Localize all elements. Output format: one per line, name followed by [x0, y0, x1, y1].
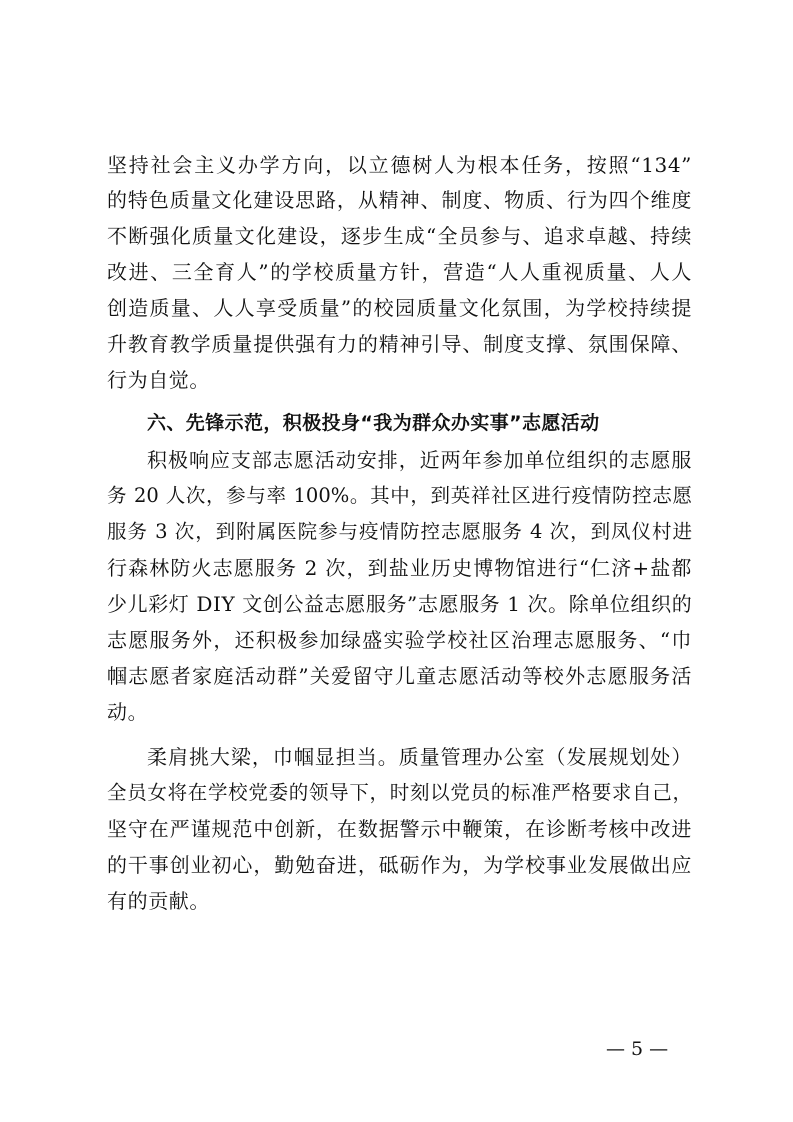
paragraph-line: 升教育教学质量提供强有力的精神引导、制度支撑、氛围保障、 [107, 332, 692, 356]
paragraph-line: 积极响应支部志愿活动安排，近两年参加单位组织的志愿服 [147, 448, 692, 472]
section-heading: 六、先锋示范，积极投身“我为群众办实事”志愿活动 [147, 412, 600, 434]
paragraph-line: 志愿服务外，还积极参加绿盛实验学校社区治理志愿服务、“巾 [107, 628, 692, 652]
paragraph-line: 动。 [107, 700, 149, 724]
paragraph-line: 的干事创业初心，勤勉奋进，砥砺作为，为学校事业发展做出应 [107, 853, 692, 877]
paragraph-line: 的特色质量文化建设思路，从精神、制度、物质、行为四个维度 [107, 188, 692, 212]
paragraph-line: 坚持社会主义办学方向，以立德树人为根本任务，按照“134” [107, 153, 692, 177]
paragraph-line: 少儿彩灯 DIY 文创公益志愿服务”志愿服务 1 次。除单位组织的 [107, 592, 693, 616]
page-number: — 5 — [606, 1038, 669, 1060]
paragraph-line: 不断强化质量文化建设，逐步生成“全员参与、追求卓越、持续 [107, 224, 692, 248]
paragraph-line: 行森林防火志愿服务 2 次，到盐业历史博物馆进行“仁济+盐都 [107, 556, 692, 580]
paragraph-line: 有的贡献。 [107, 889, 210, 913]
paragraph-line: 柔肩挑大梁，巾帼显担当。质量管理办公室（发展规划处） [147, 745, 692, 769]
paragraph-line: 务 20 人次，参与率 100%。其中，到英祥社区进行疫情防控志愿 [107, 484, 692, 507]
paragraph-line: 行为自觉。 [107, 368, 210, 392]
paragraph-line: 坚守在严谨规范中创新，在数据警示中鞭策，在诊断考核中改进 [107, 817, 692, 841]
paragraph-line: 服务 3 次，到附属医院参与疫情防控志愿服务 4 次，到凤仪村进 [107, 520, 692, 543]
paragraph-line: 改进、三全育人”的学校质量方针，营造“人人重视质量、人人 [107, 260, 692, 284]
paragraph-line: 帼志愿者家庭活动群”关爱留守儿童志愿活动等校外志愿服务活 [107, 664, 692, 688]
paragraph-line: 创造质量、人人享受质量”的校园质量文化氛围，为学校持续提 [107, 296, 692, 320]
paragraph-line: 全员女将在学校党委的领导下，时刻以党员的标准严格要求自己， [107, 781, 692, 804]
